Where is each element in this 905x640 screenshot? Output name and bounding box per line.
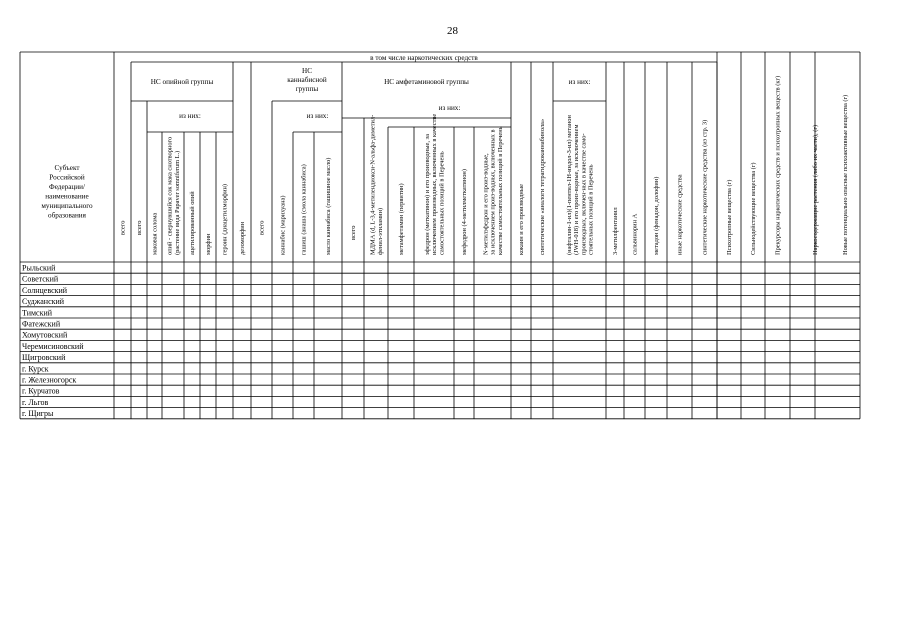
row-label: г. Железногорск — [22, 375, 77, 385]
psychotropic-header: Психотропные вещества (г) — [726, 179, 734, 255]
jwh-header-line-4: стоятельных позиций в Перечень — [587, 164, 595, 255]
synth-cannabinoids-header: синтетические «аналоги тетрагидроканнабинола» — [539, 118, 547, 255]
amphetamine-group-header: НС амфетаминовой группы — [384, 78, 469, 86]
opium-group-header: НС опийной группы — [150, 78, 214, 86]
opium-subcol-1: маковая солома — [151, 212, 159, 255]
subject-header-line-1: Субъект — [54, 164, 80, 172]
row-label: Солнцевский — [22, 285, 68, 295]
cannabis-subcol-1: каннабис (марихуана) — [279, 195, 287, 255]
subject-header-line-6: образования — [48, 211, 86, 220]
row-label: г. Курск — [22, 364, 49, 374]
salvinorin-header: сальвинорин А — [631, 213, 639, 255]
cocaine-header: кокаин и его производные — [518, 184, 526, 255]
potent-header: Сильнодействующие вещества (г) — [750, 162, 758, 255]
narcoplants-header: Наркосодержащие растения (либо их части), (г) — [812, 124, 820, 255]
amph-subcol-4: мефедрон (4-метилметкатинон) — [461, 169, 469, 255]
synth-of-them-label: из них: — [568, 78, 591, 86]
row-label: Фатежский — [22, 319, 61, 329]
subject-header-line-3: Федерации/ — [49, 183, 85, 191]
opium-subcol-2-line-2: (растение вида Papaver somniferum L.) — [173, 150, 181, 255]
total-main-header: всего — [119, 220, 127, 235]
jwh-header-line-3: производных, включен-ных в качестве само- — [580, 133, 588, 255]
cannabis-group-header-line-2: каннабисной — [287, 76, 327, 84]
amph-subcol-2: метамфетамин (первитин) — [398, 183, 406, 255]
amph-subcol-3-line-3: самостоятельных позиций в Перечень — [438, 151, 446, 255]
cannabis-subcol-2: гашиш (анаша (смола каннабиса) — [300, 164, 308, 255]
desomorphine-header: дезоморфин — [239, 221, 247, 255]
amph-total-header: всего — [350, 225, 358, 240]
amph-subcol-5-line-1: N-метилэфедрон и его произ-водные, — [482, 153, 490, 255]
amph-subcol-3-line-1: эфедрон (меткатинон) и его производные, за — [424, 134, 431, 255]
row-label: Хомутовский — [22, 330, 68, 340]
amph-of-them-label: из них: — [438, 104, 461, 112]
row-label: Суджанский — [22, 297, 65, 307]
subject-header-line-2: Российской — [49, 173, 85, 182]
row-label: г. Щигры — [22, 409, 54, 419]
cannabis-total-header: всего — [258, 220, 266, 235]
cannabis-group-header-line-3: группы — [295, 85, 319, 93]
opium-subcol-3: ацетилированный опий — [189, 191, 197, 255]
row-label: Щигровский — [22, 353, 66, 363]
cannabis-of-them-label: из них: — [306, 112, 329, 120]
jwh-header-line-2: (JWH-018) и его произ-водные, за исключением — [573, 124, 581, 255]
jwh-header-line-1: (нафталин-1-ил)(1-пентил-1Н-индол-3-ил) метанон — [565, 115, 573, 255]
row-label: Советский — [22, 274, 59, 284]
amph-subcol-1-line-2: фенил-этиламин) — [376, 207, 384, 255]
new-substances-header: Новые потенциально опасные психоактивные вещества (г) — [842, 94, 850, 255]
amph-subcol-3-line-2: исключением производных, включенных в качестве — [431, 113, 439, 255]
opium-of-them-label: из них: — [179, 112, 201, 120]
opium-subcol-5: героин (диацетилморфин) — [221, 183, 229, 255]
synthetic-narcotic-header: синтетические наркотические средства (из стр. 3) — [701, 119, 709, 255]
total-narcotic-header: всего — [136, 220, 144, 235]
subject-header-line-4: наименование — [45, 192, 89, 201]
amph-subcol-5-line-3: качестве самостоятельных позиций в Перечень — [496, 126, 504, 255]
row-label: Черемисиновский — [22, 341, 84, 351]
opium-subcol-2-line-1: опий - свернувшийся сок мака снотворного — [166, 136, 174, 255]
opium-subcol-4: морфин — [205, 233, 213, 255]
precursors-header: Прекурсоры наркотических средств и психотропных веществ (кг) — [774, 75, 782, 255]
row-label: Рыльский — [22, 263, 56, 273]
cannabis-subcol-3: масло каннабиса (гашишное масло) — [325, 157, 333, 255]
methylfentanyl-header: 3-метилфентанил — [612, 207, 620, 255]
row-label: г. Льгов — [22, 397, 49, 407]
other-narcotic-header: иные наркотические средства — [676, 174, 684, 255]
amph-subcol-1-line-1: МДМА (d, L-3,4-метилендиокси-N-альфа-диметил- — [369, 114, 377, 255]
row-label: г. Курчатов — [22, 386, 60, 396]
including-narcotic-header: в том числе наркотических средств — [370, 54, 478, 62]
methadone-header: метадон (фенадон, долофин) — [653, 176, 661, 255]
subject-header-line-5: муниципального — [41, 202, 93, 210]
row-label: Тимский — [22, 308, 53, 318]
amph-subcol-5-line-2: за исключением произ-водных, включенных в — [489, 129, 497, 255]
cannabis-group-header-line-1: НС — [302, 67, 312, 75]
page-number: 28 — [447, 25, 458, 37]
